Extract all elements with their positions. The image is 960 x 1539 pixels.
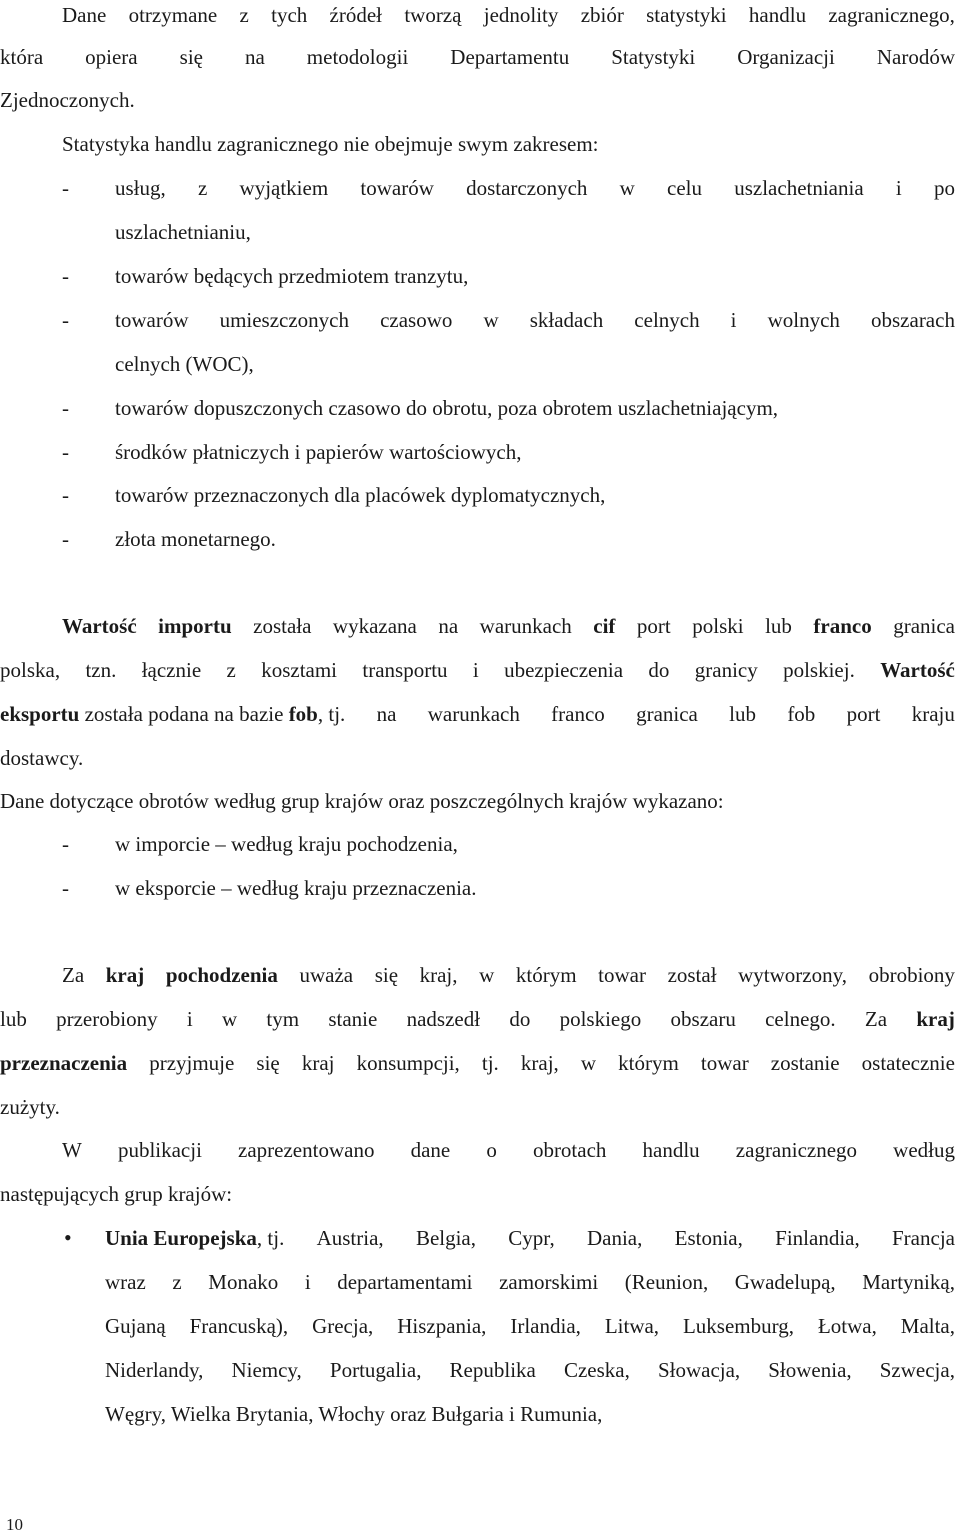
word: Republika	[449, 1358, 536, 1382]
p3-line2	[0, 655, 955, 685]
word: po	[933, 176, 955, 200]
word: lub	[729, 702, 757, 726]
word: na	[244, 45, 265, 69]
word: w	[483, 308, 499, 332]
word: Cypr,	[508, 1226, 555, 1250]
text-run: , tj.	[256, 1226, 285, 1250]
word: towar	[700, 1051, 749, 1075]
p5-line1	[62, 960, 955, 990]
p5-line4: zużyty.	[0, 1095, 60, 1119]
word: ubezpieczenia	[504, 658, 624, 682]
word: Portugalia,	[329, 1358, 422, 1382]
word: Grecja,	[312, 1314, 374, 1338]
word	[105, 1223, 284, 1253]
word: zaprezentowano	[238, 1138, 375, 1162]
word: Gujaną	[105, 1314, 166, 1338]
bold-term: Wartość	[62, 614, 137, 638]
word: konsumpcji,	[356, 1051, 460, 1075]
word: został	[667, 963, 717, 987]
word: obszaru	[670, 1007, 736, 1031]
word: wolnych	[767, 308, 840, 332]
word: się	[374, 963, 399, 987]
list-item-text: towarów będących przedmiotem tranzytu,	[115, 264, 469, 288]
list-item	[0, 437, 960, 467]
word: polskiej.	[783, 658, 855, 682]
word: Niderlandy,	[105, 1358, 204, 1382]
bold-term: kraj	[916, 1007, 955, 1031]
word: polski	[692, 614, 744, 638]
p2-intro: Statystyka handlu zagranicznego nie obejmuje swym zakresem:	[62, 132, 599, 156]
p3-line3	[0, 699, 955, 729]
word: Słowenia,	[768, 1358, 852, 1382]
word: przyjmuje	[149, 1051, 235, 1075]
word: (Reunion,	[624, 1270, 709, 1294]
word: Departamentu	[450, 45, 570, 69]
word: zagranicznego	[735, 1138, 858, 1162]
word: o	[486, 1138, 497, 1162]
word: na	[438, 614, 459, 638]
word: granica	[636, 702, 698, 726]
word: publikacji	[117, 1138, 202, 1162]
word	[0, 1048, 127, 1078]
list-item-continuation: uszlachetnianiu,	[115, 220, 251, 244]
word: przerobiony	[56, 1007, 158, 1031]
bullet-text	[105, 1223, 955, 1253]
bullet-text-line3	[105, 1311, 955, 1341]
word: składach	[529, 308, 604, 332]
word: czasowo	[380, 308, 453, 332]
word: lub	[0, 1007, 27, 1031]
word: Organizacji	[737, 45, 835, 69]
list-item	[0, 261, 960, 291]
p6-line1	[62, 1135, 955, 1165]
word: Za	[864, 1007, 888, 1031]
word: Martyniką,	[862, 1270, 955, 1294]
bold-term: eksportu	[0, 702, 80, 726]
bullet-text-line4	[105, 1355, 955, 1385]
word: wyjątkiem	[239, 176, 329, 200]
word: towarów	[115, 308, 189, 332]
p3-line4: dostawcy.	[0, 746, 84, 770]
word: obrobiony	[868, 963, 955, 987]
dash: -	[62, 396, 69, 420]
word: polskiego	[559, 1007, 642, 1031]
word: która	[0, 45, 44, 69]
word: którym	[515, 963, 577, 987]
word: Litwa,	[604, 1314, 660, 1338]
word: Francuską),	[189, 1314, 289, 1338]
word: dostarczonych	[466, 176, 588, 200]
word: z	[226, 658, 236, 682]
word: została	[253, 614, 312, 638]
word: tych	[271, 3, 308, 27]
word: i	[730, 308, 737, 332]
word: uszlachetniania	[734, 176, 864, 200]
bold-term: przeznaczenia	[0, 1051, 128, 1075]
word	[158, 611, 232, 641]
bold-term: cif	[593, 614, 616, 638]
word: Hiszpania,	[397, 1314, 487, 1338]
word: Malta,	[900, 1314, 955, 1338]
word: Belgia,	[415, 1226, 477, 1250]
word: celnych	[634, 308, 700, 332]
word: kraj,	[520, 1051, 559, 1075]
word: celnego.	[765, 1007, 836, 1031]
word: Szwecja,	[879, 1358, 955, 1382]
bold-term: Unia Europejska	[105, 1226, 257, 1250]
list-item	[0, 873, 960, 903]
word: z	[239, 3, 249, 27]
word: i	[895, 176, 902, 200]
word: transportu	[362, 658, 448, 682]
list-item-text: towarów przeznaczonych dla placówek dyplomatycznych,	[115, 483, 606, 507]
list-item	[0, 524, 960, 554]
word: w	[479, 963, 495, 987]
word: Czeska,	[563, 1358, 630, 1382]
word: departamentami	[337, 1270, 473, 1294]
word: Austria,	[316, 1226, 384, 1250]
list-item-text	[115, 173, 955, 203]
word: obszarach	[871, 308, 955, 332]
word: z	[172, 1270, 182, 1294]
word: umieszczonych	[219, 308, 350, 332]
p1-line1	[62, 0, 955, 30]
word: towarów	[360, 176, 434, 200]
word	[880, 655, 955, 685]
word	[62, 611, 137, 641]
word: tzn.	[85, 658, 117, 682]
word: port	[846, 702, 881, 726]
word: obrotach	[532, 1138, 607, 1162]
bold-term: Wartość	[880, 658, 955, 682]
p6-line2: następujących grup krajów:	[0, 1182, 233, 1206]
word	[106, 960, 145, 990]
word: Irlandia,	[510, 1314, 581, 1338]
list-item-text: w eksporcie – według kraju przeznaczenia.	[115, 876, 477, 900]
word: Za	[62, 963, 85, 987]
word: do	[648, 658, 670, 682]
dash: -	[62, 832, 69, 856]
p4-intro: Dane dotyczące obrotów według grup krajów oraz poszczególnych krajów wykazano:	[0, 789, 724, 813]
word: port	[636, 614, 671, 638]
word: warunkach	[479, 614, 572, 638]
word: tworzą	[404, 3, 462, 27]
word: Słowacja,	[657, 1358, 741, 1382]
word: zagranicznego,	[828, 3, 955, 27]
word: się	[256, 1051, 280, 1075]
bold-term: fob	[288, 702, 318, 726]
word: którym	[618, 1051, 679, 1075]
word: na	[376, 702, 397, 726]
list-item-text: towarów dopuszczonych czasowo do obrotu, poza obrotem uszlachetniającym,	[115, 396, 779, 420]
word: wraz	[105, 1270, 146, 1294]
word: Statystyki	[611, 45, 696, 69]
word: zostanie	[770, 1051, 840, 1075]
word: się	[179, 45, 203, 69]
word	[166, 960, 278, 990]
list-item-text: w imporcie – według kraju pochodzenia,	[115, 832, 458, 856]
bullet-text-line5: Węgry, Wielka Brytania, Włochy oraz Bułgaria i Rumunia,	[105, 1402, 603, 1426]
word: granica	[893, 614, 955, 638]
dash: -	[62, 176, 69, 200]
word: granicy	[694, 658, 758, 682]
word: Dane	[62, 3, 107, 27]
bold-term: pochodzenia	[165, 963, 278, 987]
list-item-text	[115, 305, 955, 335]
word: dane	[410, 1138, 451, 1162]
list-item	[0, 829, 960, 859]
word: nadszedł	[406, 1007, 481, 1031]
word: z	[197, 176, 208, 200]
word: Dania,	[586, 1226, 643, 1250]
word: opiera	[85, 45, 138, 69]
word: i	[472, 658, 479, 682]
p3-line1	[62, 611, 955, 641]
word: kraj,	[419, 963, 458, 987]
word: w	[580, 1051, 597, 1075]
word: Gwadelupą,	[734, 1270, 836, 1294]
dash: -	[62, 440, 69, 464]
list-item	[0, 393, 960, 423]
word: warunkach	[427, 702, 520, 726]
p5-line2	[0, 1004, 955, 1034]
word: metodologii	[306, 45, 409, 69]
word: i	[186, 1007, 193, 1031]
word: W	[62, 1138, 82, 1162]
word: celu	[667, 176, 702, 200]
list-item	[0, 305, 960, 335]
word	[0, 699, 345, 729]
word: zbiór	[580, 3, 624, 27]
word: lub	[765, 614, 792, 638]
word: według	[893, 1138, 955, 1162]
word: wytworzony,	[738, 963, 848, 987]
word: polska,	[0, 658, 61, 682]
word: Niemcy,	[231, 1358, 302, 1382]
word: łącznie	[141, 658, 202, 682]
list-item	[0, 480, 960, 510]
word: ostatecznie	[861, 1051, 955, 1075]
word: towar	[598, 963, 646, 987]
word: źródeł	[329, 3, 383, 27]
word: Finlandia,	[775, 1226, 860, 1250]
word: handlu	[748, 3, 807, 27]
word: kraju	[911, 702, 955, 726]
bullet-icon: •	[64, 1225, 72, 1250]
word: stanie	[328, 1007, 378, 1031]
word: do	[509, 1007, 531, 1031]
bold-term: franco	[813, 614, 872, 638]
word	[813, 611, 871, 641]
word: zamorskimi	[499, 1270, 599, 1294]
dash: -	[62, 876, 69, 900]
word: w	[221, 1007, 238, 1031]
word	[916, 1004, 955, 1034]
word: usług,	[115, 176, 166, 200]
word: kosztami	[261, 658, 338, 682]
word: tj.	[481, 1051, 499, 1075]
bold-term: kraj	[105, 963, 145, 987]
word: kraj	[301, 1051, 335, 1075]
word: Francja	[892, 1226, 955, 1250]
list-item-text: środków płatniczych i papierów wartościowych,	[115, 440, 522, 464]
word: franco	[551, 702, 605, 726]
p5-line3	[0, 1048, 955, 1078]
dash: -	[62, 308, 69, 332]
word: w	[619, 176, 635, 200]
word: Łotwa,	[817, 1314, 877, 1338]
word: handlu	[642, 1138, 700, 1162]
list-item-text: złota monetarnego.	[115, 527, 276, 551]
p1-line3: Zjednoczonych.	[0, 88, 135, 112]
word: uważa	[299, 963, 354, 987]
word: jednolity	[483, 3, 559, 27]
text-run: , tj.	[317, 702, 346, 726]
word: statystyki	[646, 3, 727, 27]
word: wykazana	[332, 614, 417, 638]
page-number: 10	[6, 1515, 23, 1534]
word: Narodów	[876, 45, 955, 69]
word	[593, 611, 615, 641]
word: Estonia,	[674, 1226, 743, 1250]
dash: -	[62, 483, 69, 507]
list-item	[0, 173, 960, 203]
dash: -	[62, 527, 69, 551]
p1-line2	[0, 42, 955, 72]
word: otrzymane	[128, 3, 218, 27]
word: i	[304, 1270, 311, 1294]
word: fob	[787, 702, 816, 726]
bullet-item	[0, 1223, 960, 1253]
word: Monako	[208, 1270, 279, 1294]
word: tym	[266, 1007, 300, 1031]
text-run: została podana na bazie	[84, 702, 284, 726]
list-item-continuation: celnych (WOC),	[115, 352, 254, 376]
word: Luksemburg,	[682, 1314, 795, 1338]
bullet-text-line2	[105, 1267, 955, 1297]
bold-term: importu	[158, 614, 232, 638]
dash: -	[62, 264, 69, 288]
